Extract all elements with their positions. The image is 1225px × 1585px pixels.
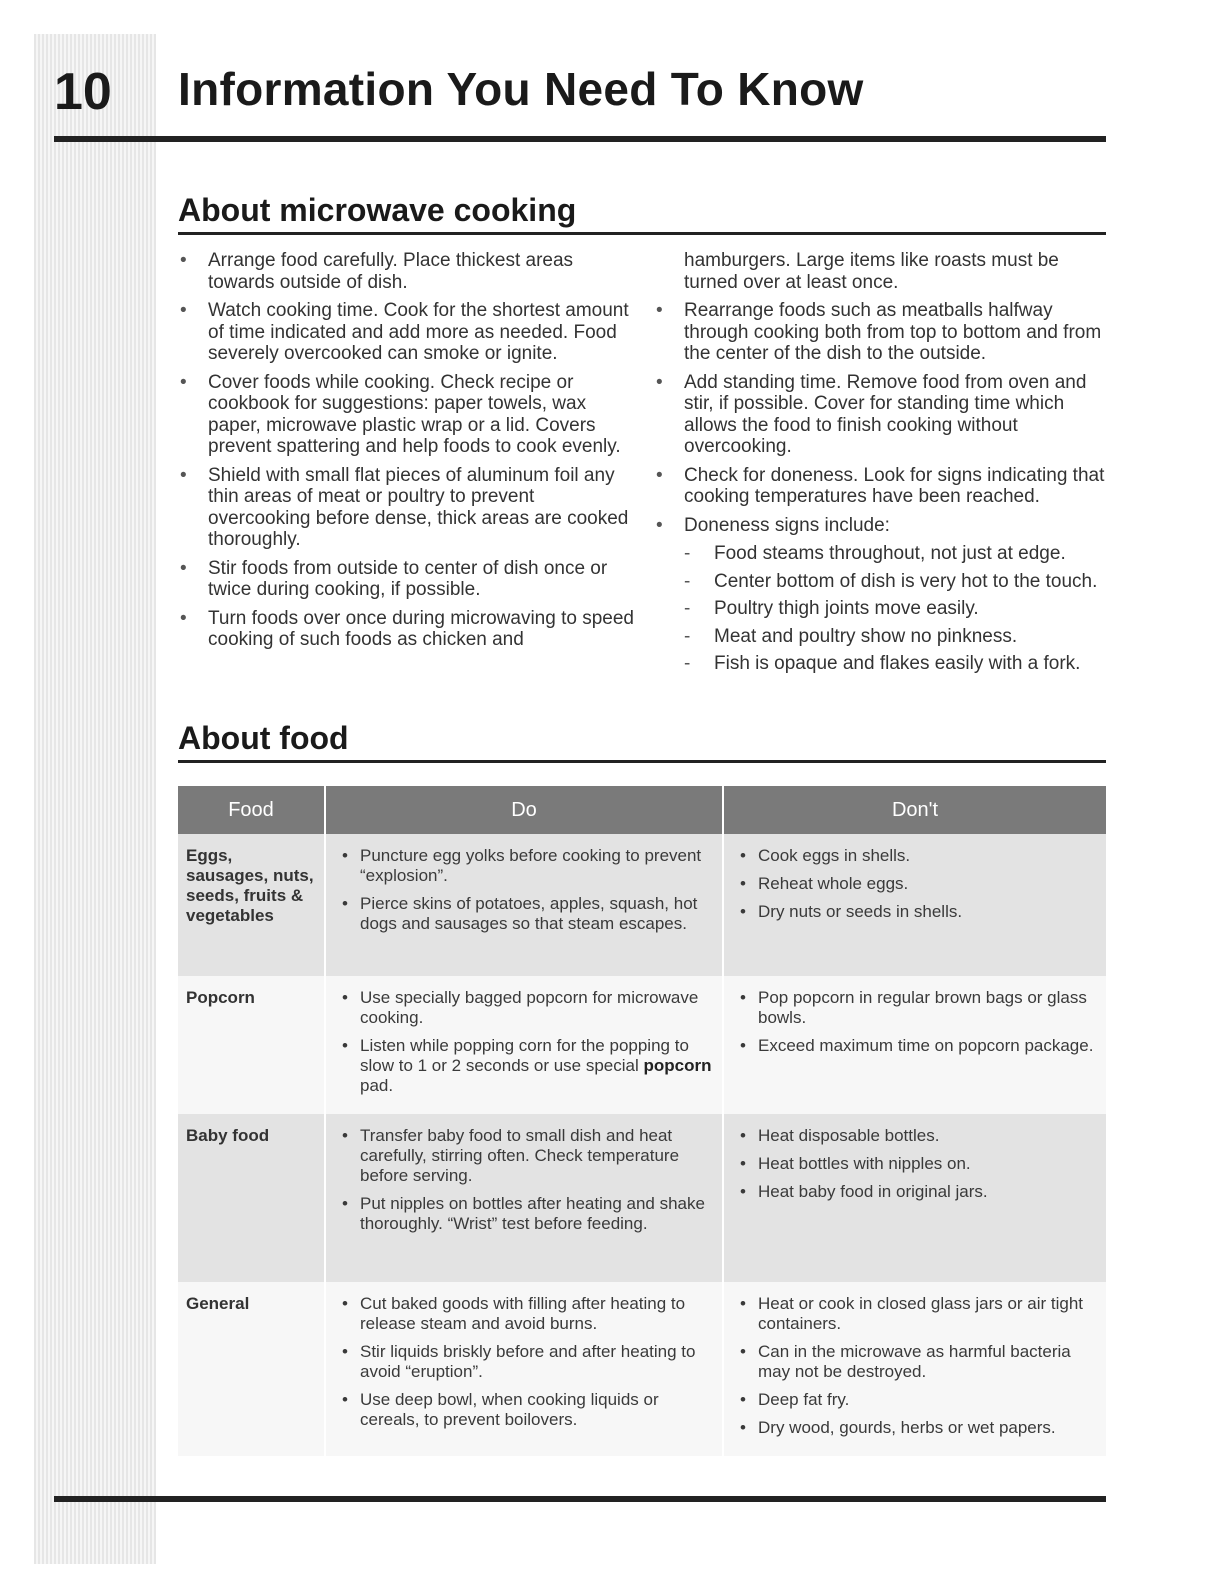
- sub-list-item: - Center bottom of dish is very hot to the touch.: [684, 570, 1098, 592]
- microwave-section-heading: About microwave cooking: [178, 192, 577, 228]
- do-cell: [325, 834, 723, 976]
- list-item: • Dry nuts or seeds in shells.: [740, 902, 963, 921]
- list-item-text: Doneness signs include:: [684, 514, 890, 536]
- list-item-text: Cut baked goods with filling after heating to release steam and avoid burns.: [360, 1294, 686, 1333]
- list-item-text: Dry wood, gourds, herbs or wet papers.: [758, 1418, 1056, 1437]
- top-rule: [54, 136, 1106, 142]
- list-item-text: Add standing time. Remove food from oven and stir, if possible. Cover for standing time which allows the food to finish cooking without overcooking.: [684, 371, 1087, 457]
- list-item: • Can in the microwave as harmful bacteria may not be destroyed.: [740, 1342, 1071, 1381]
- table-row: [178, 976, 1106, 1114]
- food-name: Baby food: [178, 1114, 325, 1282]
- list-item-continuation: [656, 250, 1106, 293]
- list-item-text: Shield with small flat pieces of aluminum foil any thin areas of meat or poultry to prevent overcooking before dense, thick areas are cooked thoroughly.: [208, 464, 629, 550]
- list-item: • Transfer baby food to small dish and heat carefully, stirring often. Check temperature before serving.: [342, 1126, 680, 1185]
- list-item-text: Cook eggs in shells.: [758, 846, 911, 865]
- list-item-text: Reheat whole eggs.: [758, 874, 909, 893]
- list-item-text: Pop popcorn in regular brown bags or glass bowls.: [758, 988, 1087, 1027]
- list-item-text: Pierce skins of potatoes, apples, squash, hot dogs and sausages so that steam escapes.: [360, 894, 698, 933]
- list-item-text: Transfer baby food to small dish and heat carefully, stirring often. Check temperature before serving.: [360, 1126, 680, 1185]
- food-name: General: [178, 1282, 325, 1456]
- sub-list-item: - Food steams throughout, not just at edge.: [684, 543, 1066, 564]
- list-item-text: Food steams throughout, not just at edge.: [714, 543, 1066, 564]
- microwave-left-column: [180, 250, 640, 658]
- list-item-text: Use deep bowl, when cooking liquids or cereals, to prevent boilovers.: [360, 1390, 659, 1429]
- list-item: • Reheat whole eggs.: [740, 874, 909, 893]
- column-header-do: Do: [325, 786, 723, 834]
- list-item-text: Deep fat fry.: [758, 1390, 850, 1409]
- list-item: • Deep fat fry.: [740, 1390, 850, 1409]
- list-item: • Shield with small flat pieces of aluminum foil any thin areas of meat or poultry to prevent overcooking before dense, thick areas are cooked thoroughly.: [180, 464, 629, 550]
- list-item: • Heat baby food in original jars.: [740, 1182, 988, 1201]
- list-item: • Turn foods over once during microwaving to speed cooking of such foods as chicken and: [180, 607, 634, 650]
- list-item-text: Stir liquids briskly before and after heating to avoid “eruption”.: [360, 1342, 696, 1381]
- dont-cell: [723, 1114, 1106, 1282]
- list-item-text: Put nipples on bottles after heating and shake thoroughly. “Wrist” test before feeding.: [360, 1194, 705, 1233]
- list-item-text: Meat and poultry show no pinkness.: [714, 625, 1018, 647]
- list-item-text: Stir foods from outside to center of dish once or twice during cooking, if possible.: [208, 557, 608, 600]
- list-item-text: Turn foods over once during microwaving to speed cooking of such foods as chicken and: [208, 607, 634, 650]
- list-item-text: Heat bottles with nipples on.: [758, 1154, 971, 1173]
- list-item: • Heat or cook in closed glass jars or air tight containers.: [740, 1294, 1084, 1333]
- list-item: • Add standing time. Remove food from oven and stir, if possible. Cover for standing time which allows the food to finish cooking without overcooking.: [656, 371, 1087, 457]
- list-item-text: Arrange food carefully. Place thickest areas towards outside of dish.: [208, 250, 574, 293]
- popcorn-pad-label: popcorn: [643, 1056, 712, 1075]
- column-header-food: Food: [178, 786, 325, 834]
- list-item-text: Center bottom of dish is very hot to the touch.: [714, 570, 1098, 592]
- list-item-text: Puncture egg yolks before cooking to prevent “explosion”.: [360, 846, 702, 885]
- list-item-text: Rearrange foods such as meatballs halfway through cooking both from top to bottom and from the center of the dish to the outside.: [684, 300, 1102, 364]
- side-strip-decoration: [34, 34, 156, 1564]
- list-item: • Stir liquids briskly before and after heating to avoid “eruption”.: [342, 1342, 696, 1381]
- list-item: • Put nipples on bottles after heating and shake thoroughly. “Wrist” test before feeding.: [342, 1194, 705, 1233]
- list-item-text: Heat baby food in original jars.: [758, 1182, 988, 1201]
- list-item: • Puncture egg yolks before cooking to prevent “explosion”.: [342, 846, 702, 885]
- table-row: [178, 1114, 1106, 1282]
- dont-cell: [723, 976, 1106, 1114]
- list-item-text: Heat disposable bottles.: [758, 1126, 940, 1145]
- microwave-section-rule: [178, 232, 1106, 235]
- food-section-rule: [178, 760, 1106, 763]
- list-item: • Watch cooking time. Cook for the shortest amount of time indicated and add more as needed. Food severely overcooked can smoke or ignite.: [180, 300, 629, 364]
- dont-cell: [723, 1282, 1106, 1456]
- list-item-text: Listen while popping corn for the popping to slow to 1 or 2 seconds or use special: [360, 1036, 689, 1075]
- dont-cell: [723, 834, 1106, 976]
- list-item-text: Can in the microwave as harmful bacteria may not be destroyed.: [758, 1342, 1071, 1381]
- list-item: • Heat bottles with nipples on.: [740, 1154, 971, 1173]
- food-section-heading: About food: [178, 720, 349, 756]
- list-item-text: Watch cooking time. Cook for the shortest amount of time indicated and add more as needed. Food severely overcooked can smoke or ignite.: [208, 300, 629, 364]
- sub-list-item: - Poultry thigh joints move easily.: [684, 598, 979, 619]
- list-item-text: Poultry thigh joints move easily.: [714, 598, 979, 619]
- microwave-right-column: [656, 250, 1106, 681]
- list-item: • Use deep bowl, when cooking liquids or cereals, to prevent boilovers.: [342, 1390, 659, 1429]
- food-table: [178, 786, 1106, 1456]
- list-item: • Heat disposable bottles.: [740, 1126, 940, 1145]
- list-item-text: Use specially bagged popcorn for microwave cooking.: [360, 988, 699, 1027]
- page-title: Information You Need To Know: [178, 63, 864, 115]
- list-item: • Arrange food carefully. Place thickest areas towards outside of dish.: [180, 250, 574, 293]
- table-row: [178, 1282, 1106, 1456]
- list-item: • Listen while popping corn for the popping to slow to 1 or 2 seconds or use special popcorn pad.: [342, 1036, 712, 1095]
- bottom-rule: [54, 1496, 1106, 1502]
- table-header-row: [178, 786, 1106, 834]
- list-item-text: hamburgers. Large items like roasts must be turned over at least once.: [684, 250, 1059, 293]
- list-item-text: Exceed maximum time on popcorn package.: [758, 1036, 1094, 1055]
- do-cell: [325, 1114, 723, 1282]
- list-item: • Pierce skins of potatoes, apples, squash, hot dogs and sausages so that steam escapes.: [342, 894, 698, 933]
- list-item: • Doneness signs include:: [656, 514, 890, 536]
- list-item: • Rearrange foods such as meatballs halfway through cooking both from top to bottom and from the center of the dish to the outside.: [656, 300, 1102, 364]
- list-item: • Cook eggs in shells.: [740, 846, 911, 865]
- food-name: Eggs, sausages, nuts, seeds, fruits & vegetables: [178, 834, 325, 976]
- list-item: • Exceed maximum time on popcorn package.: [740, 1036, 1094, 1055]
- sub-list-item: - Fish is opaque and flakes easily with a fork.: [684, 653, 1081, 674]
- list-item: • Dry wood, gourds, herbs or wet papers.: [740, 1418, 1056, 1437]
- do-cell: [325, 976, 723, 1114]
- table-row: [178, 834, 1106, 976]
- food-name: Popcorn: [178, 976, 325, 1114]
- list-item-text: Heat or cook in closed glass jars or air tight containers.: [758, 1294, 1084, 1333]
- column-header-dont: Don't: [723, 786, 1106, 834]
- list-item: • Cover foods while cooking. Check recipe or cookbook for suggestions: paper towels, wax paper, microwave plastic wrap or a lid. Covers prevent spattering and help foods to cook evenly.: [180, 371, 621, 457]
- list-item: • Check for doneness. Look for signs indicating that cooking temperatures have been reached.: [656, 464, 1105, 507]
- list-item-text: Fish is opaque and flakes easily with a fork.: [714, 653, 1081, 674]
- list-item-text: Cover foods while cooking. Check recipe or cookbook for suggestions: paper towels, wax paper, microwave plastic wrap or a lid. Covers prevent spattering and help foods to cook evenly.: [208, 371, 621, 457]
- list-item: • Pop popcorn in regular brown bags or glass bowls.: [740, 988, 1087, 1027]
- list-item-text-tail: pad.: [360, 1076, 394, 1095]
- do-cell: [325, 1282, 723, 1456]
- list-item-text: Check for doneness. Look for signs indicating that cooking temperatures have been reached.: [684, 464, 1105, 507]
- list-item: • Stir foods from outside to center of dish once or twice during cooking, if possible.: [180, 557, 608, 600]
- list-item-text: Dry nuts or seeds in shells.: [758, 902, 963, 921]
- page-number: 10: [54, 63, 112, 121]
- list-item: • Cut baked goods with filling after heating to release steam and avoid burns.: [342, 1294, 686, 1333]
- sub-list-item: - Meat and poultry show no pinkness.: [684, 625, 1018, 647]
- list-item: • Use specially bagged popcorn for microwave cooking.: [342, 988, 699, 1027]
